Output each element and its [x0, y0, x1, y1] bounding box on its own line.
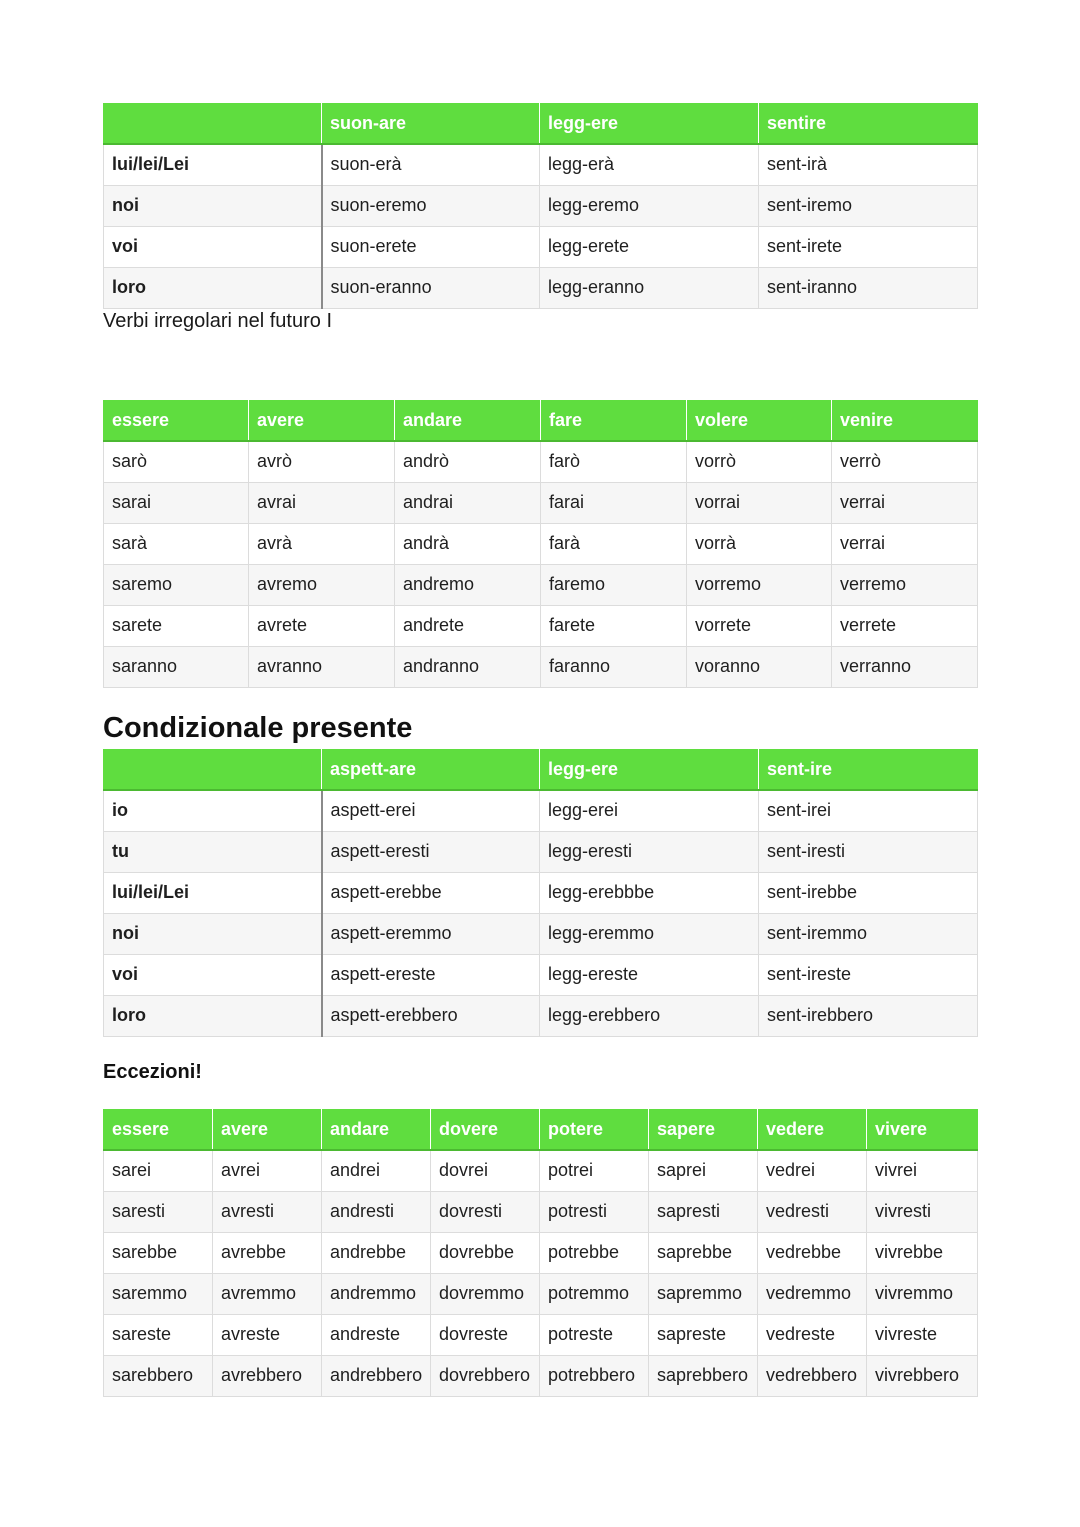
- pronoun-cell: lui/lei/Lei: [104, 872, 322, 913]
- table-cell: sapremmo: [649, 1273, 758, 1314]
- table-cell: farete: [541, 605, 687, 646]
- table-cell: sapresti: [649, 1191, 758, 1232]
- column-header: volere: [687, 400, 832, 441]
- pronoun-cell: noi: [104, 185, 322, 226]
- table-cell: sent-irete: [759, 226, 978, 267]
- table-cell: legg-eremo: [540, 185, 759, 226]
- table-cell: potrei: [540, 1150, 649, 1191]
- table-cell: vorrò: [687, 441, 832, 482]
- column-header: [104, 749, 322, 790]
- table-cell: legg-erebbero: [540, 995, 759, 1036]
- table-cell: avrete: [249, 605, 395, 646]
- table-cell: andrete: [395, 605, 541, 646]
- table-cell: aspett-erebbero: [322, 995, 540, 1036]
- pronoun-cell: noi: [104, 913, 322, 954]
- table-cell: legg-eresti: [540, 831, 759, 872]
- eccezioni-table: [103, 1109, 978, 1397]
- pronoun-cell: loro: [104, 267, 322, 308]
- table-cell: vivrebbero: [867, 1355, 978, 1396]
- table-cell: avrebbero: [213, 1355, 322, 1396]
- table-cell: potrebbero: [540, 1355, 649, 1396]
- table-header-row: [104, 1109, 978, 1150]
- table-cell: vorrai: [687, 482, 832, 523]
- column-header: fare: [541, 400, 687, 441]
- table-row: [104, 790, 978, 831]
- table-cell: sent-iremo: [759, 185, 978, 226]
- table-row: [104, 185, 978, 226]
- column-header: vivere: [867, 1109, 978, 1150]
- table-cell: andrebbe: [322, 1232, 431, 1273]
- column-header: vedere: [758, 1109, 867, 1150]
- table-cell: vedremmo: [758, 1273, 867, 1314]
- table-cell: legg-erete: [540, 226, 759, 267]
- table-cell: farò: [541, 441, 687, 482]
- table-cell: legg-eranno: [540, 267, 759, 308]
- table-cell: sarebbero: [104, 1355, 213, 1396]
- table-row: [104, 226, 978, 267]
- table-cell: andrei: [322, 1150, 431, 1191]
- table-cell: andrò: [395, 441, 541, 482]
- column-header: essere: [104, 1109, 213, 1150]
- table-row: [104, 144, 978, 185]
- table-cell: saremo: [104, 564, 249, 605]
- table-cell: vivreste: [867, 1314, 978, 1355]
- table-cell: saprei: [649, 1150, 758, 1191]
- table-header-row: [104, 103, 978, 144]
- table-cell: dovrebbero: [431, 1355, 540, 1396]
- table-cell: sent-irei: [759, 790, 978, 831]
- table-cell: vedreste: [758, 1314, 867, 1355]
- table-row: [104, 646, 978, 687]
- table-cell: saremmo: [104, 1273, 213, 1314]
- table-cell: sapreste: [649, 1314, 758, 1355]
- table-cell: sent-irebbero: [759, 995, 978, 1036]
- table-cell: avremo: [249, 564, 395, 605]
- table-cell: voranno: [687, 646, 832, 687]
- table-cell: aspett-erei: [322, 790, 540, 831]
- pronoun-cell: loro: [104, 995, 322, 1036]
- section-title-condizionale: Condizionale presente: [103, 712, 413, 744]
- table-cell: sent-iremmo: [759, 913, 978, 954]
- column-header: [104, 103, 322, 144]
- pronoun-cell: voi: [104, 226, 322, 267]
- table-cell: verranno: [832, 646, 978, 687]
- table-cell: legg-erebbbe: [540, 872, 759, 913]
- column-header: potere: [540, 1109, 649, 1150]
- table-cell: verremo: [832, 564, 978, 605]
- table-cell: farai: [541, 482, 687, 523]
- table-cell: sarò: [104, 441, 249, 482]
- table-cell: sarà: [104, 523, 249, 564]
- table-cell: avranno: [249, 646, 395, 687]
- table-cell: avrebbe: [213, 1232, 322, 1273]
- table-cell: legg-erà: [540, 144, 759, 185]
- column-header: dovere: [431, 1109, 540, 1150]
- table-cell: vivrei: [867, 1150, 978, 1191]
- table-row: [104, 564, 978, 605]
- table-cell: aspett-eremmo: [322, 913, 540, 954]
- table-cell: andrà: [395, 523, 541, 564]
- table-row: [104, 441, 978, 482]
- table-cell: avrò: [249, 441, 395, 482]
- table-cell: andreste: [322, 1314, 431, 1355]
- table-cell: potresti: [540, 1191, 649, 1232]
- table-cell: farà: [541, 523, 687, 564]
- table-cell: faremo: [541, 564, 687, 605]
- column-header: andare: [395, 400, 541, 441]
- table-cell: sarebbe: [104, 1232, 213, 1273]
- table-row: [104, 954, 978, 995]
- pronoun-cell: io: [104, 790, 322, 831]
- table-cell: verrai: [832, 523, 978, 564]
- table-cell: vorremo: [687, 564, 832, 605]
- table-cell: aspett-eresti: [322, 831, 540, 872]
- column-header: suon-are: [322, 103, 540, 144]
- table-cell: verrò: [832, 441, 978, 482]
- table-cell: vorrà: [687, 523, 832, 564]
- column-header: sentire: [759, 103, 978, 144]
- pronoun-cell: voi: [104, 954, 322, 995]
- table-cell: avreste: [213, 1314, 322, 1355]
- table-row: [104, 1273, 978, 1314]
- table-cell: vivrebbe: [867, 1232, 978, 1273]
- table-cell: legg-ereste: [540, 954, 759, 995]
- table-cell: dovreste: [431, 1314, 540, 1355]
- table-cell: sarete: [104, 605, 249, 646]
- table-cell: andremo: [395, 564, 541, 605]
- condizionale-table: [103, 749, 978, 1037]
- table-cell: sent-iresti: [759, 831, 978, 872]
- column-header: sapere: [649, 1109, 758, 1150]
- table-cell: vedresti: [758, 1191, 867, 1232]
- column-header: avere: [249, 400, 395, 441]
- table-cell: sent-ireste: [759, 954, 978, 995]
- table-cell: avremmo: [213, 1273, 322, 1314]
- table-cell: vivresti: [867, 1191, 978, 1232]
- table-cell: vivremmo: [867, 1273, 978, 1314]
- column-header: legg-ere: [540, 103, 759, 144]
- table-cell: andranno: [395, 646, 541, 687]
- table-cell: avrei: [213, 1150, 322, 1191]
- table-cell: andresti: [322, 1191, 431, 1232]
- table-cell: avresti: [213, 1191, 322, 1232]
- column-header: aspett-are: [322, 749, 540, 790]
- table-cell: suon-erete: [322, 226, 540, 267]
- table-row: [104, 831, 978, 872]
- table-row: [104, 523, 978, 564]
- futuro-irregular-table: [103, 400, 978, 688]
- table-cell: potrebbe: [540, 1232, 649, 1273]
- table-cell: suon-erà: [322, 144, 540, 185]
- table-cell: andremmo: [322, 1273, 431, 1314]
- table-cell: saprebbero: [649, 1355, 758, 1396]
- table-row: [104, 1191, 978, 1232]
- table-row: [104, 913, 978, 954]
- table-cell: saresti: [104, 1191, 213, 1232]
- table-cell: vorrete: [687, 605, 832, 646]
- table-cell: potreste: [540, 1314, 649, 1355]
- section-title-eccezioni: Eccezioni!: [103, 1061, 202, 1083]
- table-cell: sareste: [104, 1314, 213, 1355]
- table-cell: avrai: [249, 482, 395, 523]
- table-row: [104, 1355, 978, 1396]
- table-cell: dovrei: [431, 1150, 540, 1191]
- column-header: legg-ere: [540, 749, 759, 790]
- table-cell: suon-eremo: [322, 185, 540, 226]
- table-row: [104, 605, 978, 646]
- table-cell: suon-eranno: [322, 267, 540, 308]
- table-cell: legg-eremmo: [540, 913, 759, 954]
- table-cell: dovremmo: [431, 1273, 540, 1314]
- table-cell: vedrebbe: [758, 1232, 867, 1273]
- table-cell: andrebbero: [322, 1355, 431, 1396]
- table-row: [104, 872, 978, 913]
- table-cell: sent-irebbe: [759, 872, 978, 913]
- pronoun-cell: tu: [104, 831, 322, 872]
- table-cell: faranno: [541, 646, 687, 687]
- table-cell: sent-irà: [759, 144, 978, 185]
- table-cell: avrà: [249, 523, 395, 564]
- table-row: [104, 1150, 978, 1191]
- table-row: [104, 1232, 978, 1273]
- table-cell: vedrei: [758, 1150, 867, 1191]
- column-header: sent-ire: [759, 749, 978, 790]
- irregular-future-caption: Verbi irregolari nel futuro I: [103, 310, 333, 332]
- column-header: andare: [322, 1109, 431, 1150]
- table-cell: sent-iranno: [759, 267, 978, 308]
- column-header: essere: [104, 400, 249, 441]
- table-header-row: [104, 400, 978, 441]
- column-header: avere: [213, 1109, 322, 1150]
- table-header-row: [104, 749, 978, 790]
- table-cell: sarai: [104, 482, 249, 523]
- table-cell: saprebbe: [649, 1232, 758, 1273]
- table-cell: vedrebbero: [758, 1355, 867, 1396]
- table-cell: verrai: [832, 482, 978, 523]
- table-cell: verrete: [832, 605, 978, 646]
- table-row: [104, 267, 978, 308]
- pronoun-cell: lui/lei/Lei: [104, 144, 322, 185]
- table-cell: sarei: [104, 1150, 213, 1191]
- column-header: venire: [832, 400, 978, 441]
- table-cell: legg-erei: [540, 790, 759, 831]
- table-cell: dovrebbe: [431, 1232, 540, 1273]
- table-cell: andrai: [395, 482, 541, 523]
- table-cell: potremmo: [540, 1273, 649, 1314]
- table-cell: aspett-erebbe: [322, 872, 540, 913]
- table-cell: aspett-ereste: [322, 954, 540, 995]
- table-cell: saranno: [104, 646, 249, 687]
- table-row: [104, 995, 978, 1036]
- futuro-regular-table: [103, 103, 978, 309]
- table-cell: dovresti: [431, 1191, 540, 1232]
- table-row: [104, 1314, 978, 1355]
- table-row: [104, 482, 978, 523]
